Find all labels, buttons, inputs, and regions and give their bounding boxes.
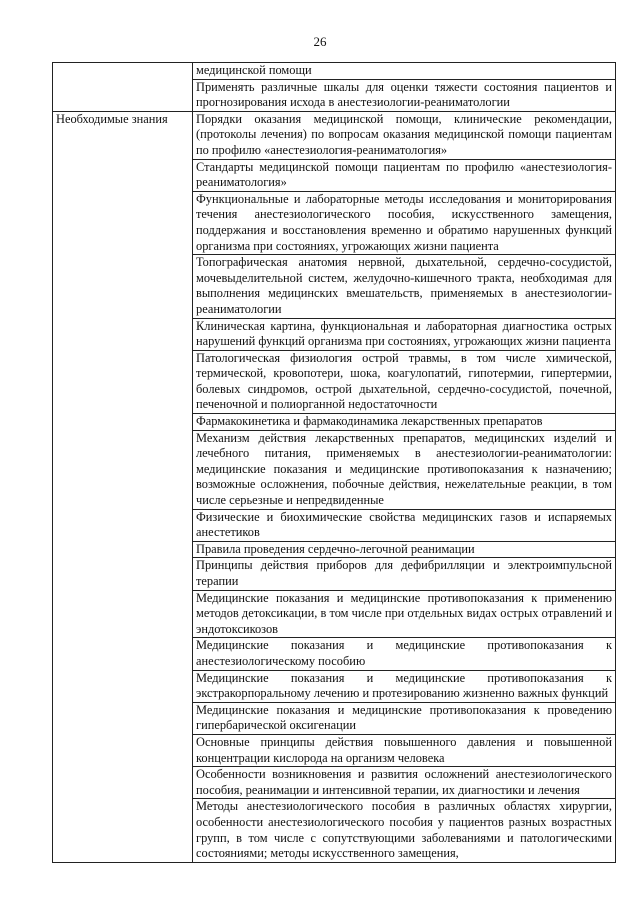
- competency-table: [52, 62, 616, 863]
- content-cell: Правила проведения сердечно-легочной реанимации: [193, 541, 616, 558]
- content-cell: Физические и биохимические свойства медицинских газов и испаряемых анестетиков: [193, 509, 616, 541]
- content-cell: медицинской помощи: [193, 63, 616, 80]
- content-cell: Клиническая картина, функциональная и лабораторная диагностика острых нарушений функций организма при состояниях, угрожающих жизни пациента: [193, 318, 616, 350]
- table-row: [53, 63, 616, 80]
- content-cell: Топографическая анатомия нервной, дыхательной, сердечно-сосудистой, мочевыделительной систем, желудочно-кишечного тракта, необходимая для выполнения медицинских вмешательств, применяемых в анестезиологии-реаниматологии: [193, 255, 616, 318]
- content-cell: Стандарты медицинской помощи пациентам по профилю «анестезиология-реаниматология»: [193, 159, 616, 191]
- content-cell: Патологическая физиология острой травмы, в том числе химической, термической, кровопотери, шока, коагулопатий, гипотермии, гипертермии, болевых синдромов, острой дыхательной, сердечно-сосудистой, почечной, печеночной и полиорганной недостаточности: [193, 350, 616, 413]
- content-cell: Применять различные шкалы для оценки тяжести состояния пациентов и прогнозирования исхода в анестезиологии-реаниматологии: [193, 79, 616, 111]
- page-number: 26: [313, 34, 327, 49]
- content-cell: Особенности возникновения и развития осложнений анестезиологического пособия, реанимации и интенсивной терапии, их диагностики и лечения: [193, 767, 616, 799]
- empty-label-cell: [53, 63, 193, 112]
- content-cell: Функциональные и лабораторные методы исследования и мониторирования течения анестезиологического пособия, искусственного замещения, поддержания и восстановления временно и обратимо нарушенных функций организма при состояниях, угрожающих жизни пациента: [193, 191, 616, 254]
- content-cell: Основные принципы действия повышенного давления и повышенной концентрации кислорода на организм человека: [193, 734, 616, 766]
- content-cell: Порядки оказания медицинской помощи, клинические рекомендации, (протоколы лечения) по вопросам оказания медицинской помощи пациентам по профилю «анестезиология-реаниматология»: [193, 111, 616, 159]
- content-cell: Медицинские показания и медицинские противопоказания к экстракорпоральному лечению и протезированию жизненно важных функций: [193, 670, 616, 702]
- content-cell: Медицинские показания и медицинские противопоказания к анестезиологическому пособию: [193, 638, 616, 670]
- content-cell: Медицинские показания и медицинские противопоказания к проведению гипербарической оксигенации: [193, 702, 616, 734]
- content-cell: Фармакокинетика и фармакодинамика лекарственных препаратов: [193, 414, 616, 431]
- content-cell: Медицинские показания и медицинские противопоказания к применению методов детоксикации, в том числе при отдельных видах острых отравлений и эндотоксикозов: [193, 590, 616, 638]
- table-row: [53, 111, 616, 159]
- content-cell: Механизм действия лекарственных препаратов, медицинских изделий и лечебного питания, применяемых в анестезиологии-реаниматологии: медицинские показания и медицинские противопоказания к назначению; возможные осложнения, побочные действия, нежелательные реакции, в том числе серьезные и непредвиденные: [193, 430, 616, 509]
- section-label: Необходимые знания: [53, 111, 193, 862]
- content-cell: Принципы действия приборов для дефибрилляции и электроимпульсной терапии: [193, 558, 616, 590]
- content-cell: Методы анестезиологического пособия в различных областях хирургии, особенности анестезиологического пособия у пациентов разных возрастных групп, в том числе с сопутствующими заболеваниями и патологическими состояниями; методы искусственного замещения,: [193, 799, 616, 862]
